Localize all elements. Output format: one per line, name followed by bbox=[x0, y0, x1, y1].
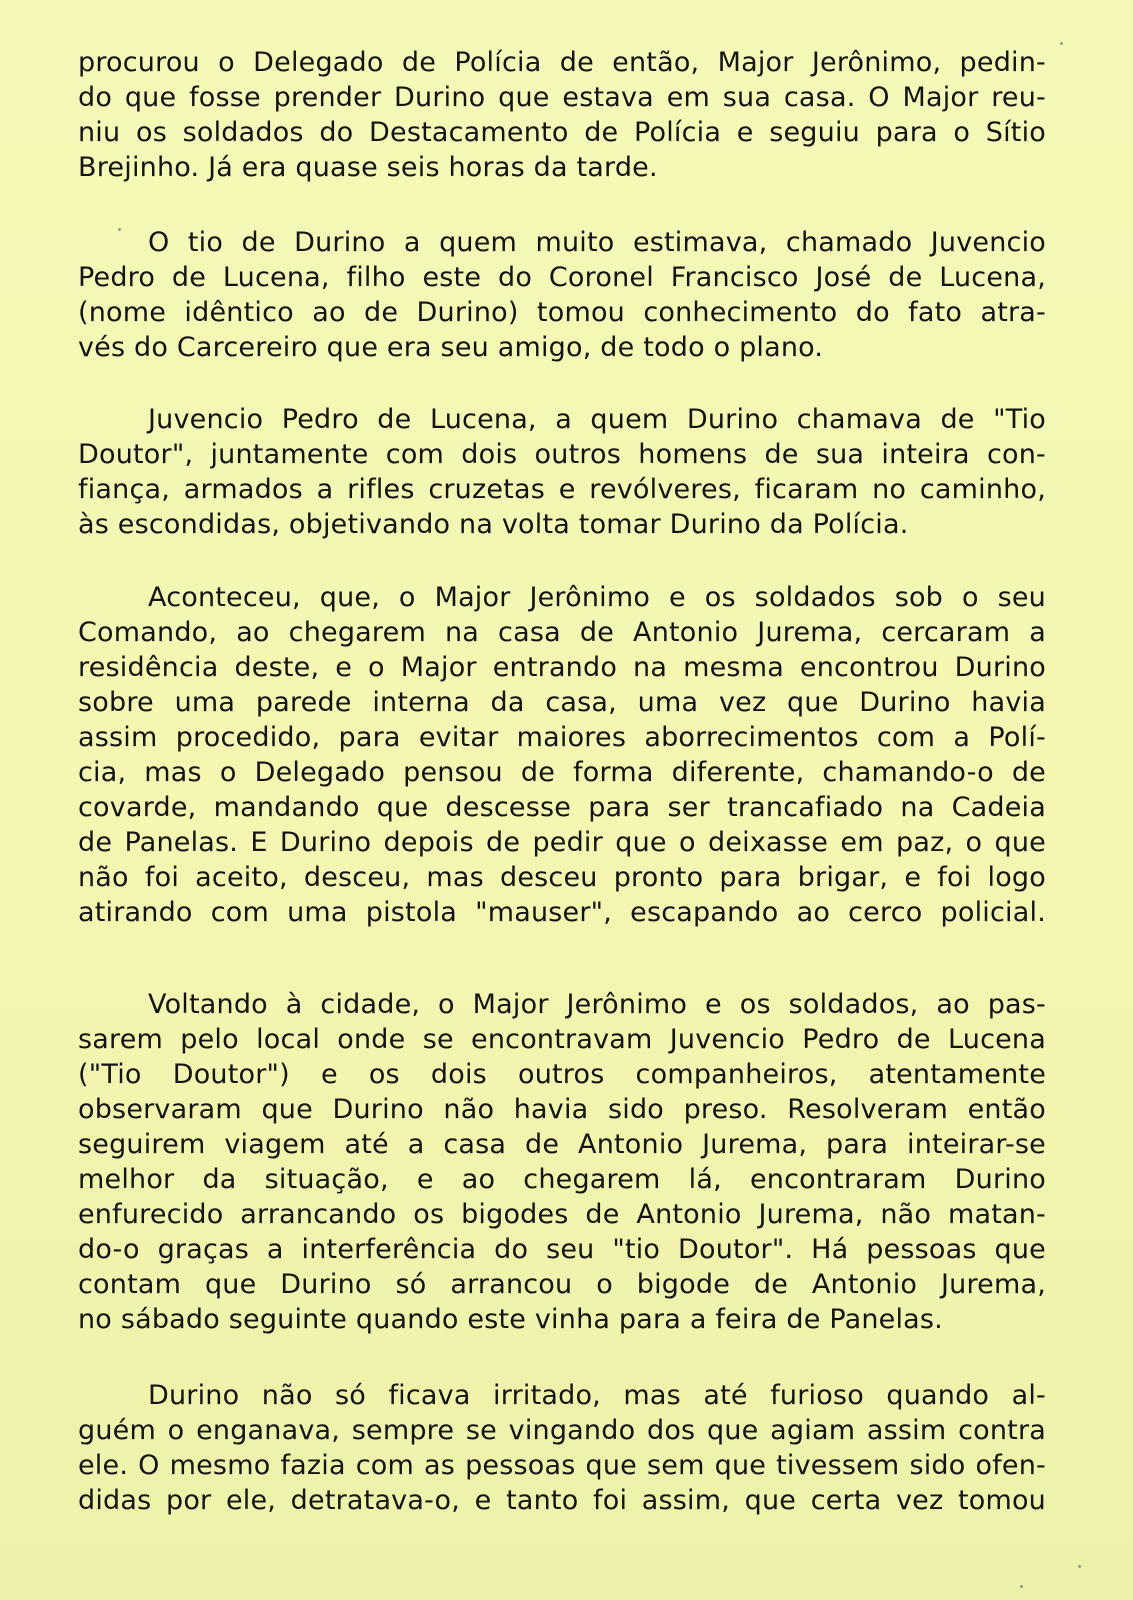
text-line: (nome idêntico ao de Durino) tomou conhecimento do fato atra- bbox=[78, 297, 1046, 328]
paragraph-5 bbox=[78, 987, 1046, 1337]
text-line: no sábado seguinte quando este vinha para a feira de Panelas. bbox=[78, 1304, 943, 1335]
text-line: ("Tio Doutor") e os dois outros companheiros, atentamente bbox=[78, 1059, 1046, 1090]
text-line: às escondidas, objetivando na volta tomar Durino da Polícia. bbox=[78, 509, 909, 540]
paragraph-4 bbox=[78, 580, 1046, 930]
text-line: O tio de Durino a quem muito estimava, chamado Juvencio bbox=[148, 227, 1046, 258]
text-line: não foi aceito, desceu, mas desceu pronto para brigar, e foi logo bbox=[78, 862, 1046, 893]
text-line: do que fosse prender Durino que estava em sua casa. O Major reu- bbox=[78, 82, 1046, 113]
text-line: vés do Carcereiro que era seu amigo, de todo o plano. bbox=[78, 332, 824, 363]
text-line: Comando, ao chegarem na casa de Antonio Jurema, cercaram a bbox=[78, 617, 1046, 648]
text-line: Durino não só ficava irritado, mas até furioso quando al- bbox=[148, 1380, 1046, 1411]
text-line: do-o graças a interferência do seu "tio Doutor". Há pessoas que bbox=[78, 1234, 1046, 1265]
text-line: Juvencio Pedro de Lucena, a quem Durino chamava de "Tio bbox=[148, 404, 1046, 435]
text-line: residência deste, e o Major entrando na mesma encontrou Durino bbox=[78, 652, 1046, 683]
text-line: seguirem viagem até a casa de Antonio Jurema, para inteirar-se bbox=[78, 1129, 1046, 1160]
scan-speck bbox=[1020, 1585, 1023, 1588]
text-line: covarde, mandando que descesse para ser trancafiado na Cadeia bbox=[78, 792, 1046, 823]
paragraph-1 bbox=[78, 45, 1046, 185]
text-line: sarem pelo local onde se encontravam Juvencio Pedro de Lucena bbox=[78, 1024, 1046, 1055]
scan-speck bbox=[1060, 42, 1063, 45]
text-line: niu os soldados do Destacamento de Polícia e seguiu para o Sítio bbox=[78, 117, 1046, 148]
paragraph-3 bbox=[78, 402, 1046, 542]
scan-speck bbox=[118, 228, 121, 231]
text-line: enfurecido arrancando os bigodes de Antonio Jurema, não matan- bbox=[78, 1199, 1046, 1230]
text-line: atirando com uma pistola "mauser", escapando ao cerco policial. bbox=[78, 897, 1046, 928]
text-line: Pedro de Lucena, filho este do Coronel Francisco José de Lucena, bbox=[78, 262, 1046, 293]
text-line: Brejinho. Já era quase seis horas da tarde. bbox=[78, 152, 658, 183]
text-line: Voltando à cidade, o Major Jerônimo e os soldados, ao pas- bbox=[148, 989, 1046, 1020]
text-line: Doutor", juntamente com dois outros homens de sua inteira con- bbox=[78, 439, 1046, 470]
text-line: procurou o Delegado de Polícia de então, Major Jerônimo, pedin- bbox=[78, 47, 1046, 78]
text-line: fiança, armados a rifles cruzetas e revólveres, ficaram no caminho, bbox=[78, 474, 1046, 505]
text-line: sobre uma parede interna da casa, uma vez que Durino havia bbox=[78, 687, 1046, 718]
text-line: melhor da situação, e ao chegarem lá, encontraram Durino bbox=[78, 1164, 1046, 1195]
text-line: Aconteceu, que, o Major Jerônimo e os soldados sob o seu bbox=[148, 582, 1046, 613]
text-line: observaram que Durino não havia sido preso. Resolveram então bbox=[78, 1094, 1046, 1125]
text-line: ele. O mesmo fazia com as pessoas que sem que tivessem sido ofen- bbox=[78, 1450, 1046, 1481]
text-line: de Panelas. E Durino depois de pedir que o deixasse em paz, o que bbox=[78, 827, 1046, 858]
text-line: cia, mas o Delegado pensou de forma diferente, chamando-o de bbox=[78, 757, 1046, 788]
text-line: guém o enganava, sempre se vingando dos que agiam assim contra bbox=[78, 1415, 1046, 1446]
text-line: assim procedido, para evitar maiores aborrecimentos com a Polí- bbox=[78, 722, 1046, 753]
paragraph-2 bbox=[78, 225, 1046, 365]
text-line: didas por ele, detratava-o, e tanto foi assim, que certa vez tomou bbox=[78, 1485, 1046, 1516]
text-line: contam que Durino só arrancou o bigode de Antonio Jurema, bbox=[78, 1269, 1046, 1300]
paragraph-6 bbox=[78, 1378, 1046, 1518]
scan-speck bbox=[1078, 1565, 1081, 1568]
